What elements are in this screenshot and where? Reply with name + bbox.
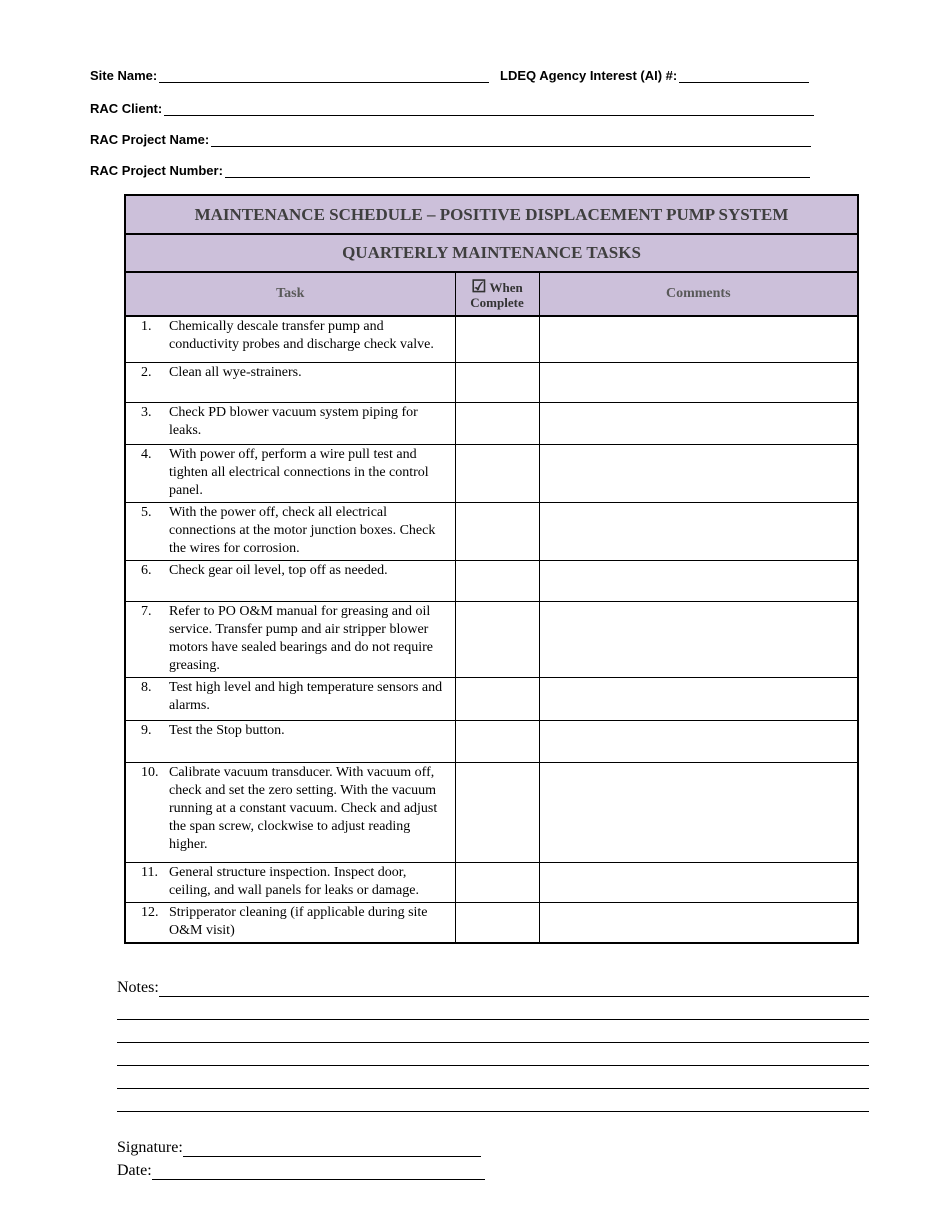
task-text: Clean all wye-strainers. — [169, 364, 302, 380]
site-name-line[interactable] — [159, 68, 489, 83]
table-row — [125, 677, 858, 720]
footer — [117, 974, 869, 1180]
rac-client-line[interactable] — [164, 101, 814, 116]
task-number: 1. — [141, 319, 152, 334]
task-number: 10. — [141, 764, 159, 780]
checkbox-checked-icon: ☑ — [471, 276, 487, 296]
when-complete-cell[interactable] — [455, 560, 539, 601]
task-text: With the power off, check all electrical connections at the motor junction boxes. Check the wires for corrosion. — [169, 504, 436, 556]
task-text: Calibrate vacuum transducer. With vacuum off, check and set the zero setting. With the vacuum running at a constant vacuum. Check and adjust the span screw, clockwise to adjust reading higher. — [169, 764, 438, 852]
task-cell — [125, 762, 455, 862]
ldeq-ai-line[interactable] — [679, 68, 809, 83]
signature-line[interactable] — [183, 1140, 481, 1157]
task-cell — [125, 902, 455, 943]
when-complete-cell[interactable] — [455, 316, 539, 362]
table-row — [125, 862, 858, 902]
notes-line[interactable] — [117, 1026, 869, 1043]
notes-row — [117, 974, 869, 997]
col-when-complete: ☑ When Complete — [455, 272, 539, 316]
task-number: 6. — [141, 562, 152, 578]
task-text: Check gear oil level, top off as needed. — [169, 562, 388, 578]
notes-line[interactable] — [117, 1095, 869, 1112]
table-row — [125, 444, 858, 502]
task-text: Chemically descale transfer pump and conductivity probes and discharge check valve. — [169, 319, 434, 352]
rac-project-name-field[interactable]: RAC Project Name: — [90, 132, 811, 147]
table-row — [125, 402, 858, 444]
ldeq-ai-field[interactable]: LDEQ Agency Interest (AI) #: — [500, 68, 809, 83]
signature-label: Signature: — [117, 1138, 183, 1156]
task-cell — [125, 502, 455, 560]
task-text: Check PD blower vacuum system piping for leaks. — [169, 404, 418, 438]
comments-cell[interactable] — [539, 762, 858, 862]
task-text: Test high level and high temperature sensors and alarms. — [169, 679, 443, 713]
table-row — [125, 502, 858, 560]
rac-project-number-field[interactable]: RAC Project Number: — [90, 163, 810, 178]
task-number: 11. — [141, 864, 158, 880]
task-cell — [125, 560, 455, 601]
comments-cell[interactable] — [539, 677, 858, 720]
task-number: 9. — [141, 722, 152, 738]
task-text: Test the Stop button. — [169, 722, 285, 738]
notes-line[interactable] — [117, 1003, 869, 1020]
task-text: General structure inspection. Inspect door, ceiling, and wall panels for leaks or damage. — [169, 864, 419, 898]
rac-client-field[interactable]: RAC Client: — [90, 101, 814, 116]
date-row — [117, 1157, 869, 1180]
signature-row — [117, 1134, 869, 1157]
site-name-field[interactable]: Site Name: — [90, 68, 489, 83]
task-number: 4. — [141, 446, 152, 462]
when-complete-cell[interactable] — [455, 601, 539, 677]
task-cell — [125, 316, 455, 362]
comments-cell[interactable] — [539, 862, 858, 902]
table-row — [125, 902, 858, 943]
comments-cell[interactable] — [539, 316, 858, 362]
task-cell — [125, 720, 455, 762]
when-complete-cell[interactable] — [455, 762, 539, 862]
when-complete-cell[interactable] — [455, 444, 539, 502]
task-text: Stripperator cleaning (if applicable during site O&M visit) — [169, 904, 428, 938]
rac-project-name-line[interactable] — [211, 132, 811, 147]
notes-line[interactable] — [117, 1049, 869, 1066]
maintenance-table — [124, 194, 859, 944]
comments-cell[interactable] — [539, 601, 858, 677]
table-row — [125, 316, 858, 362]
task-number: 8. — [141, 679, 152, 695]
task-cell — [125, 677, 455, 720]
col-task: Task — [125, 272, 455, 316]
task-cell — [125, 444, 455, 502]
when-complete-cell[interactable] — [455, 502, 539, 560]
comments-cell[interactable] — [539, 362, 858, 402]
task-number: 7. — [141, 603, 152, 619]
col-comments: Comments — [539, 272, 858, 316]
comments-cell[interactable] — [539, 560, 858, 601]
comments-cell[interactable] — [539, 444, 858, 502]
table-title: MAINTENANCE SCHEDULE – POSITIVE DISPLACEMENT PUMP SYSTEM — [125, 195, 858, 234]
when-complete-cell[interactable] — [455, 902, 539, 943]
task-cell — [125, 862, 455, 902]
table-row — [125, 720, 858, 762]
table-row — [125, 601, 858, 677]
main-content — [0, 194, 950, 1180]
date-label: Date: — [117, 1161, 152, 1179]
comments-cell[interactable] — [539, 902, 858, 943]
table-row — [125, 362, 858, 402]
comments-cell[interactable] — [539, 502, 858, 560]
task-number: 2. — [141, 364, 152, 380]
task-cell — [125, 402, 455, 444]
task-number: 5. — [141, 504, 152, 520]
task-number: 3. — [141, 404, 152, 420]
date-line[interactable] — [152, 1163, 485, 1180]
task-number: 12. — [141, 904, 159, 920]
table-row — [125, 762, 858, 862]
when-complete-cell[interactable] — [455, 862, 539, 902]
table-row — [125, 560, 858, 601]
when-complete-cell[interactable] — [455, 362, 539, 402]
comments-cell[interactable] — [539, 402, 858, 444]
task-text: Refer to PO O&M manual for greasing and oil service. Transfer pump and air stripper blower motors have sealed bearings and do not require greasing. — [169, 603, 433, 673]
notes-label: Notes: — [117, 978, 159, 996]
table-subtitle: QUARTERLY MAINTENANCE TASKS — [125, 234, 858, 272]
task-text: With power off, perform a wire pull test and tighten all electrical connections in the control panel. — [169, 446, 429, 498]
when-complete-cell[interactable] — [455, 402, 539, 444]
rac-project-number-line[interactable] — [225, 163, 810, 178]
when-complete-cell[interactable] — [455, 720, 539, 762]
task-cell — [125, 601, 455, 677]
when-complete-cell[interactable] — [455, 677, 539, 720]
notes-line[interactable] — [159, 980, 869, 997]
notes-line[interactable] — [117, 1072, 869, 1089]
comments-cell[interactable] — [539, 720, 858, 762]
task-cell — [125, 362, 455, 402]
